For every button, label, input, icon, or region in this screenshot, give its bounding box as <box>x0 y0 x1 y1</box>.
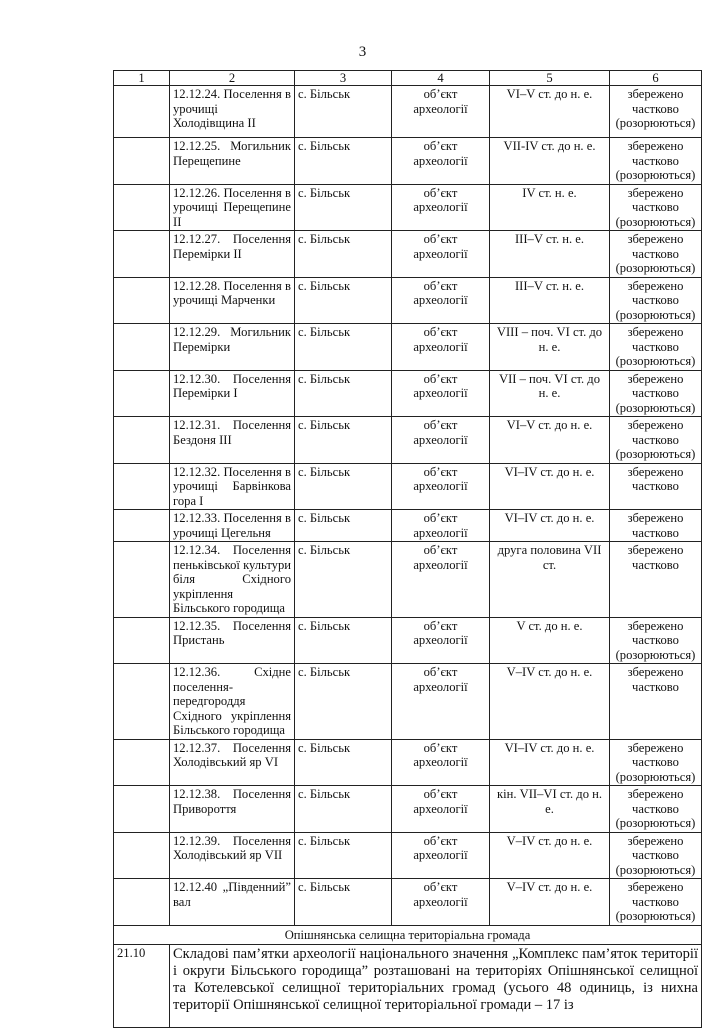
date-cell: VI–IV ст. до н. е. <box>490 463 610 510</box>
table-row <box>114 739 702 786</box>
name-cell: 12.12.37. Поселення Холодівський яр VI <box>170 739 295 786</box>
date-cell: VI–V ст. до н. е. <box>490 86 610 138</box>
location-cell: с. Більськ <box>295 463 392 510</box>
item-description-cell <box>170 945 702 1028</box>
table-row <box>114 786 702 833</box>
date-cell: друга половина VII ст. <box>490 542 610 618</box>
location-cell: с. Більськ <box>295 184 392 231</box>
table-row <box>114 542 702 618</box>
header-cell: 6 <box>610 71 702 86</box>
table-header-row <box>114 71 702 86</box>
date-cell: кін. VII–VI ст. до н. е. <box>490 786 610 833</box>
num-cell <box>114 184 170 231</box>
item-description: Складові пам’ятки археології національного значення „Комплекс пам’яток території і округи Більського городища” розташовані на територіях Опішнянської селищної та Котелевської селищної територіальних громад (усього 48 одиниць, із нихна території Опішнянської селищної територіальної громади – 17 із <box>173 946 698 1013</box>
table-row <box>114 231 702 278</box>
state-cell: збережено частково (розорюються) <box>610 86 702 138</box>
header-cell: 3 <box>295 71 392 86</box>
date-cell: V ст. до н. е. <box>490 617 610 664</box>
location-cell: с. Більськ <box>295 879 392 926</box>
num-cell <box>114 370 170 417</box>
state-cell: збережено частково (розорюються) <box>610 324 702 371</box>
location-cell: с. Більськ <box>295 324 392 371</box>
table-row <box>114 879 702 926</box>
location-cell: с. Більськ <box>295 231 392 278</box>
date-cell: VII – поч. VI ст. до н. е. <box>490 370 610 417</box>
type-cell: об’єкт археології <box>392 277 490 324</box>
num-cell <box>114 664 170 740</box>
type-cell: об’єкт археології <box>392 324 490 371</box>
name-cell: 12.12.29. Могильник Перемірки <box>170 324 295 371</box>
name-cell: 12.12.36. Східне поселення-передгороддя Східного укріплення Більського городища <box>170 664 295 740</box>
type-cell: об’єкт археології <box>392 510 490 542</box>
num-cell <box>114 138 170 185</box>
page-number: 3 <box>358 44 367 60</box>
state-cell: збережено частково (розорюються) <box>610 184 702 231</box>
state-cell: збережено частково (розорюються) <box>610 879 702 926</box>
name-cell: 12.12.30. Поселення Перемірки І <box>170 370 295 417</box>
name-cell: 12.12.26. Поселення в урочищі Перещепине ІІ <box>170 184 295 231</box>
type-cell: об’єкт археології <box>392 664 490 740</box>
table-row <box>114 184 702 231</box>
type-cell: об’єкт археології <box>392 231 490 278</box>
section-title: Опішнянська селищна територіальна громада <box>114 925 702 945</box>
state-cell: збережено частково (розорюються) <box>610 617 702 664</box>
table-row <box>114 664 702 740</box>
name-cell: 12.12.40 „Південний” вал <box>170 879 295 926</box>
table-row <box>114 945 702 1028</box>
location-cell: с. Більськ <box>295 542 392 618</box>
num-cell <box>114 86 170 138</box>
state-cell: збережено частково <box>610 542 702 618</box>
location-cell: с. Більськ <box>295 417 392 464</box>
num-cell <box>114 739 170 786</box>
header-cell: 4 <box>392 71 490 86</box>
table-row <box>114 138 702 185</box>
type-cell: об’єкт археології <box>392 617 490 664</box>
name-cell: 12.12.31. Поселення Бездоня ІІІ <box>170 417 295 464</box>
type-cell: об’єкт археології <box>392 832 490 879</box>
type-cell: об’єкт археології <box>392 86 490 138</box>
num-cell <box>114 417 170 464</box>
name-cell: 12.12.34. Поселення пеньківської культури біля Східного укріплення Більського городища <box>170 542 295 618</box>
num-cell <box>114 879 170 926</box>
num-cell <box>114 463 170 510</box>
table-row <box>114 417 702 464</box>
location-cell: с. Більськ <box>295 277 392 324</box>
name-cell: 12.12.39. Поселення Холодівський яр VII <box>170 832 295 879</box>
state-cell: збережено частково <box>610 463 702 510</box>
name-cell: 12.12.32. Поселення в урочищі Барвінкова гора І <box>170 463 295 510</box>
num-cell <box>114 786 170 833</box>
section-row <box>114 925 702 945</box>
num-cell <box>114 324 170 371</box>
location-cell: с. Більськ <box>295 138 392 185</box>
location-cell: с. Більськ <box>295 786 392 833</box>
header-cell: 5 <box>490 71 610 86</box>
name-cell: 12.12.35. Поселення Пристань <box>170 617 295 664</box>
date-cell: V–IV ст. до н. е. <box>490 832 610 879</box>
type-cell: об’єкт археології <box>392 786 490 833</box>
date-cell: VI–IV ст. до н. е. <box>490 510 610 542</box>
table-row <box>114 86 702 138</box>
location-cell: с. Більськ <box>295 617 392 664</box>
location-cell: с. Більськ <box>295 510 392 542</box>
state-cell: збережено частково (розорюються) <box>610 786 702 833</box>
state-cell: збережено частково (розорюються) <box>610 739 702 786</box>
header-cell: 2 <box>170 71 295 86</box>
num-cell <box>114 231 170 278</box>
state-cell: збережено частково (розорюються) <box>610 832 702 879</box>
header-cell: 1 <box>114 71 170 86</box>
state-cell: збережено частково (розорюються) <box>610 370 702 417</box>
location-cell: с. Більськ <box>295 370 392 417</box>
num-cell <box>114 277 170 324</box>
type-cell: об’єкт археології <box>392 370 490 417</box>
name-cell: 12.12.28. Поселення в урочищі Марченки <box>170 277 295 324</box>
date-cell: V–IV ст. до н. е. <box>490 879 610 926</box>
type-cell: об’єкт археології <box>392 463 490 510</box>
state-cell: збережено частково (розорюються) <box>610 417 702 464</box>
date-cell: IV ст. н. е. <box>490 184 610 231</box>
item-number: 21.10 <box>114 945 170 1028</box>
type-cell: об’єкт археології <box>392 417 490 464</box>
monuments-table <box>113 70 702 1028</box>
table-row <box>114 510 702 542</box>
location-cell: с. Більськ <box>295 86 392 138</box>
date-cell: V–IV ст. до н. е. <box>490 664 610 740</box>
type-cell: об’єкт археології <box>392 138 490 185</box>
location-cell: с. Більськ <box>295 739 392 786</box>
date-cell: VI–IV ст. до н. е. <box>490 739 610 786</box>
name-cell: 12.12.24. Поселення в урочищі Холодівщина ІІ <box>170 86 295 138</box>
type-cell: об’єкт археології <box>392 542 490 618</box>
num-cell <box>114 510 170 542</box>
num-cell <box>114 542 170 618</box>
name-cell: 12.12.25. Могильник Перещепине <box>170 138 295 185</box>
num-cell <box>114 617 170 664</box>
location-cell: с. Більськ <box>295 832 392 879</box>
table-row <box>114 832 702 879</box>
name-cell: 12.12.27. Поселення Перемірки ІІ <box>170 231 295 278</box>
date-cell: VII-IV ст. до н. е. <box>490 138 610 185</box>
date-cell: VI–V ст. до н. е. <box>490 417 610 464</box>
location-cell: с. Більськ <box>295 664 392 740</box>
table-row <box>114 463 702 510</box>
state-cell: збережено частково <box>610 510 702 542</box>
name-cell: 12.12.33. Поселення в урочищі Цегельня <box>170 510 295 542</box>
table-row <box>114 277 702 324</box>
name-cell: 12.12.38. Поселення Привороття <box>170 786 295 833</box>
state-cell: збережено частково <box>610 664 702 740</box>
date-cell: ІІІ–V ст. н. е. <box>490 231 610 278</box>
table-row <box>114 617 702 664</box>
table-row <box>114 324 702 371</box>
date-cell: VIII – поч. VI ст. до н. е. <box>490 324 610 371</box>
state-cell: збережено частково (розорюються) <box>610 138 702 185</box>
type-cell: об’єкт археології <box>392 184 490 231</box>
table-row <box>114 370 702 417</box>
num-cell <box>114 832 170 879</box>
state-cell: збережено частково (розорюються) <box>610 231 702 278</box>
state-cell: збережено частково (розорюються) <box>610 277 702 324</box>
type-cell: об’єкт археології <box>392 739 490 786</box>
type-cell: об’єкт археології <box>392 879 490 926</box>
date-cell: ІІІ–V ст. н. е. <box>490 277 610 324</box>
